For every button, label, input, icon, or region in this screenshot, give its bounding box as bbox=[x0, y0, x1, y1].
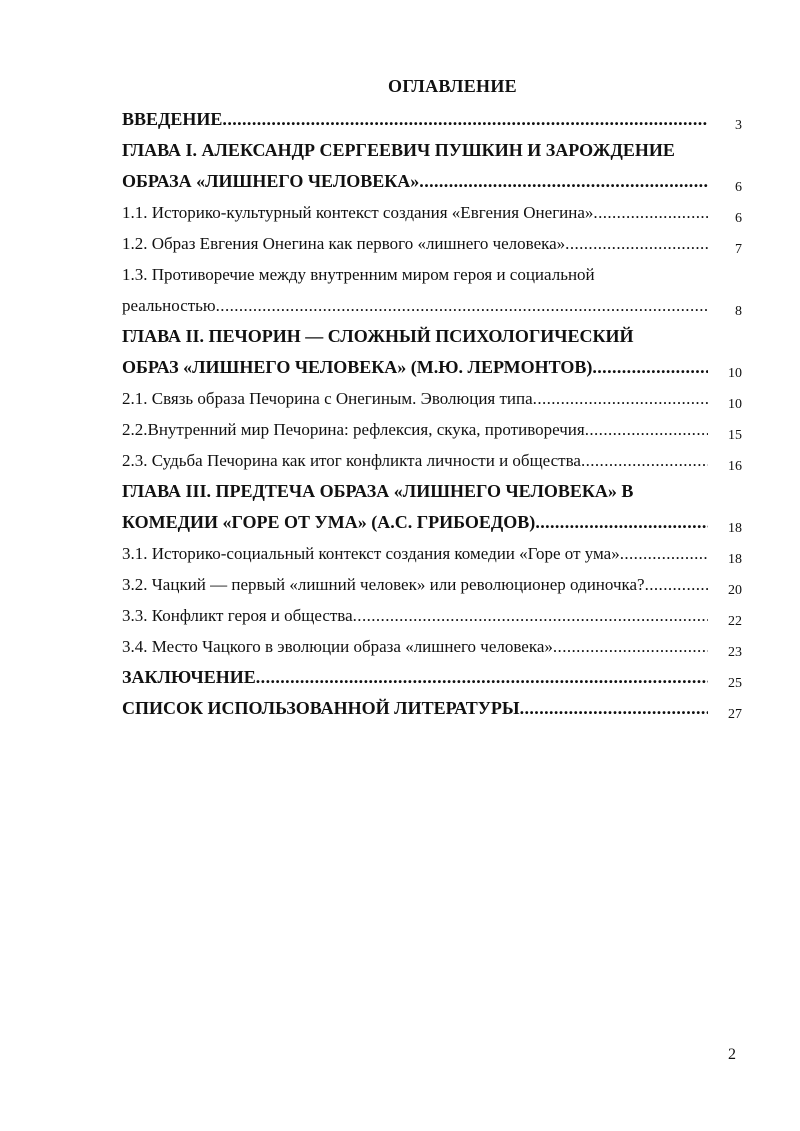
dot-leader bbox=[645, 569, 708, 600]
toc-entry-last-line bbox=[122, 166, 742, 197]
dot-leader bbox=[216, 290, 708, 321]
toc-entry-title: 2.3. Судьба Печорина как итог конфликта личности и общества bbox=[122, 451, 581, 470]
toc-entry[interactable] bbox=[122, 414, 742, 445]
toc-entry-title: СПИСОК ИСПОЛЬЗОВАННОЙ ЛИТЕРАТУРЫ bbox=[122, 698, 520, 718]
toc-entry[interactable] bbox=[122, 228, 742, 259]
toc-entry[interactable] bbox=[122, 693, 742, 724]
dot-leader bbox=[520, 693, 708, 724]
toc-entry-last-line bbox=[122, 290, 742, 321]
toc-entry-last-line bbox=[122, 197, 742, 228]
dot-leader bbox=[553, 631, 708, 662]
toc-entry-line: 1.3. Противоречие между внутренним миром героя и социальной bbox=[122, 265, 595, 284]
toc-page-number: 16 bbox=[728, 459, 742, 474]
toc-entry-last-line bbox=[122, 693, 742, 724]
dot-leader bbox=[592, 352, 708, 383]
dot-leader bbox=[533, 383, 708, 414]
toc-entry-last-line bbox=[122, 414, 742, 445]
toc-entry-last-line bbox=[122, 538, 742, 569]
toc-entry[interactable] bbox=[122, 321, 742, 383]
toc-entry[interactable] bbox=[122, 383, 742, 414]
toc-entry-title: КОМЕДИИ «ГОРЕ ОТ УМА» (А.С. ГРИБОЕДОВ) bbox=[122, 512, 536, 532]
toc-entry-last-line bbox=[122, 569, 742, 600]
toc-page-number: 23 bbox=[728, 645, 742, 660]
toc-entry-title: 3.2. Чацкий — первый «лишний человек» или революционер одиночка? bbox=[122, 575, 645, 594]
toc-entry-title: 3.1. Историко-социальный контекст создания комедии «Горе от ума» bbox=[122, 544, 620, 563]
toc-entry[interactable] bbox=[122, 569, 742, 600]
toc-page-number: 22 bbox=[728, 614, 742, 629]
toc-page-number: 7 bbox=[735, 242, 742, 257]
toc-heading: ОГЛАВЛЕНИЕ bbox=[388, 76, 517, 96]
toc-entry-last-line bbox=[122, 662, 742, 693]
toc-entry-title: 3.3. Конфликт героя и общества bbox=[122, 606, 353, 625]
toc-entry-line: ГЛАВА II. ПЕЧОРИН — СЛОЖНЫЙ ПСИХОЛОГИЧЕСКИЙ bbox=[122, 326, 634, 346]
toc-page-number: 6 bbox=[735, 180, 742, 195]
toc-entry-title: 1.1. Историко-культурный контекст создания «Евгения Онегина» bbox=[122, 203, 594, 222]
toc-entry[interactable] bbox=[122, 662, 742, 693]
toc-entry-title: 1.2. Образ Евгения Онегина как первого «лишнего человека» bbox=[122, 234, 566, 253]
dot-leader bbox=[620, 538, 708, 569]
toc-page-number: 27 bbox=[728, 707, 742, 722]
dot-leader bbox=[353, 600, 708, 631]
toc-entry[interactable] bbox=[122, 197, 742, 228]
dot-leader bbox=[565, 228, 708, 259]
toc-entry-title: ОБРАЗА «ЛИШНЕГО ЧЕЛОВЕКА» bbox=[122, 171, 420, 191]
toc-entry[interactable] bbox=[122, 631, 742, 662]
toc-page-number: 25 bbox=[728, 676, 742, 691]
toc-page-number: 8 bbox=[735, 304, 742, 319]
dot-leader bbox=[581, 445, 708, 476]
toc-entry-title: ЗАКЛЮЧЕНИЕ bbox=[122, 667, 256, 687]
toc-entry[interactable] bbox=[122, 476, 742, 538]
toc-page-number: 6 bbox=[735, 211, 742, 226]
toc-entry-last-line bbox=[122, 228, 742, 259]
toc-entry-last-line bbox=[122, 631, 742, 662]
toc-page-number: 20 bbox=[728, 583, 742, 598]
toc-page-number: 10 bbox=[728, 366, 742, 381]
page-number: 2 bbox=[728, 1046, 736, 1063]
dot-leader bbox=[585, 414, 708, 445]
toc-page-number: 15 bbox=[728, 428, 742, 443]
toc-entry-title: реальностью bbox=[122, 296, 216, 315]
dot-leader bbox=[593, 197, 708, 228]
dot-leader bbox=[419, 166, 708, 197]
toc-entry-line: ГЛАВА III. ПРЕДТЕЧА ОБРАЗА «ЛИШНЕГО ЧЕЛОВЕКА» В bbox=[122, 481, 634, 501]
toc-entry-last-line bbox=[122, 600, 742, 631]
toc-entry[interactable] bbox=[122, 600, 742, 631]
table-of-contents bbox=[122, 104, 742, 724]
toc-page-number: 18 bbox=[728, 521, 742, 536]
toc-entry-last-line bbox=[122, 383, 742, 414]
toc-entry[interactable] bbox=[122, 135, 742, 197]
toc-entry-title: ОБРАЗ «ЛИШНЕГО ЧЕЛОВЕКА» (М.Ю. ЛЕРМОНТОВ) bbox=[122, 357, 593, 377]
dot-leader bbox=[222, 104, 708, 135]
toc-entry[interactable] bbox=[122, 538, 742, 569]
toc-page-number: 3 bbox=[735, 118, 742, 133]
toc-entry-title: 2.2.Внутренний мир Печорина: рефлексия, скука, противоречия bbox=[122, 420, 585, 439]
toc-entry-last-line bbox=[122, 352, 742, 383]
toc-entry-title: 2.1. Связь образа Печорина с Онегиным. Эволюция типа bbox=[122, 389, 533, 408]
dot-leader bbox=[535, 507, 708, 538]
dot-leader bbox=[256, 662, 708, 693]
toc-entry-title: 3.4. Место Чацкого в эволюции образа «лишнего человека» bbox=[122, 637, 553, 656]
toc-entry-last-line bbox=[122, 445, 742, 476]
toc-entry-last-line bbox=[122, 507, 742, 538]
toc-page-number: 10 bbox=[728, 397, 742, 412]
toc-entry-title: ВВЕДЕНИЕ bbox=[122, 109, 223, 129]
toc-entry-line: ГЛАВА I. АЛЕКСАНДР СЕРГЕЕВИЧ ПУШКИН И ЗАРОЖДЕНИЕ bbox=[122, 140, 675, 160]
toc-entry[interactable] bbox=[122, 104, 742, 135]
toc-entry[interactable] bbox=[122, 259, 742, 321]
toc-entry-last-line bbox=[122, 104, 742, 135]
toc-page-number: 18 bbox=[728, 552, 742, 567]
toc-entry[interactable] bbox=[122, 445, 742, 476]
